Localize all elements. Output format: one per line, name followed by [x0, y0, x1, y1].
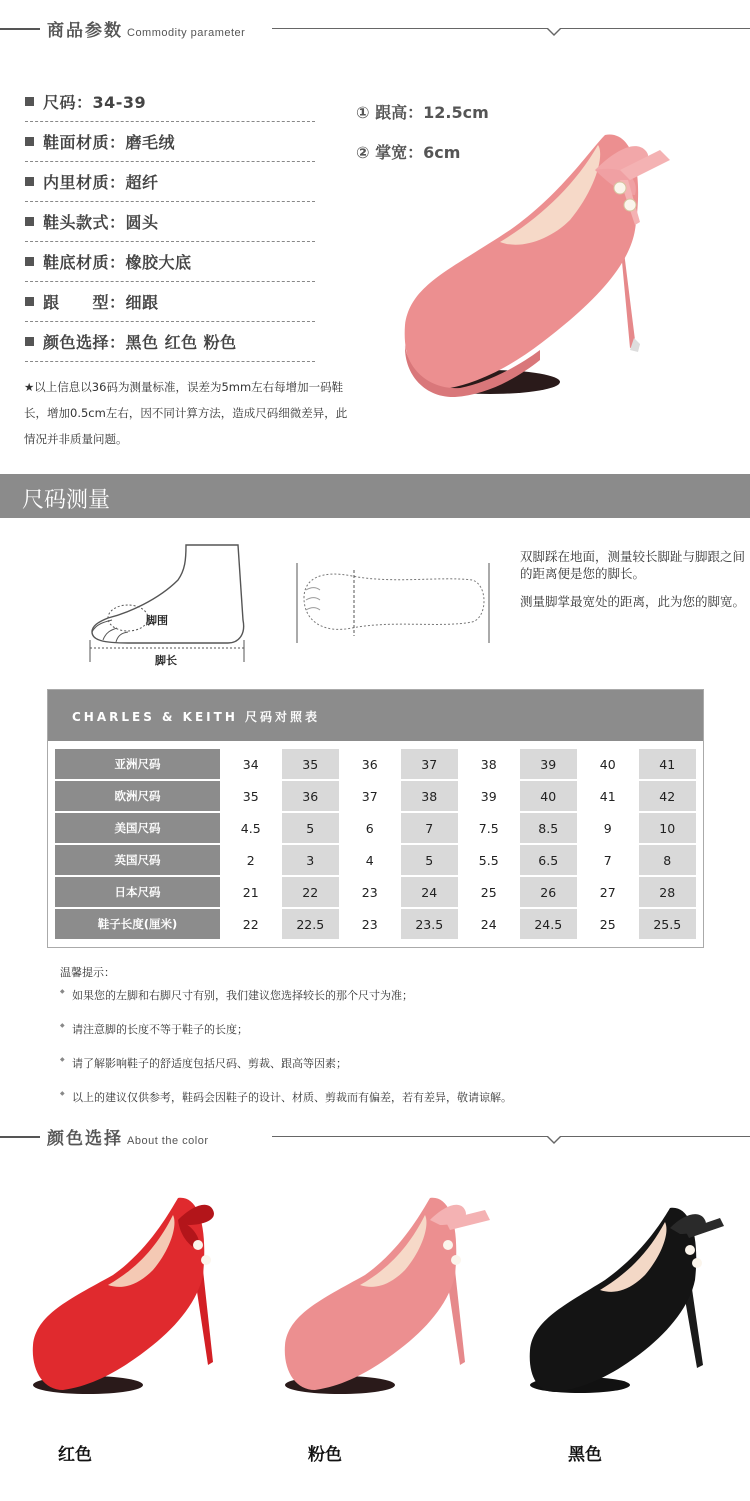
row-header: 欧洲尺码 — [55, 781, 220, 811]
divider-notch — [547, 29, 561, 36]
table-cell: 36 — [341, 749, 399, 779]
product-image-black-shoe — [525, 1200, 745, 1400]
section-header-colors — [0, 1112, 750, 1152]
foot-side-diagram — [88, 540, 248, 670]
table-cell: 35 — [282, 749, 340, 779]
row-header: 日本尺码 — [55, 877, 220, 907]
table-cell: 25 — [579, 909, 637, 939]
foot-girth-label: 脚围 — [146, 614, 168, 627]
param-row: 跟 型：细跟 — [25, 282, 315, 322]
bullet-square-icon — [25, 137, 34, 146]
param-row: 颜色选择：黑色 红色 粉色 — [25, 322, 315, 362]
table-cell: 37 — [401, 749, 459, 779]
tip-item: ◆ 以上的建议仅供参考，鞋码会因鞋子的设计、材质、剪裁而有偏差，若有差异，敬请谅解。 — [60, 1089, 512, 1105]
table-cell: 8 — [639, 845, 697, 875]
table-cell: 5.5 — [460, 845, 518, 875]
table-cell: 39 — [520, 749, 578, 779]
param-row: 鞋面材质：磨毛绒 — [25, 122, 315, 162]
section-title: 商品参数 Commodity parameter — [47, 21, 246, 41]
size-chart-header — [48, 690, 703, 741]
param-row: 鞋头款式：圆头 — [25, 202, 315, 242]
table-cell: 23 — [341, 877, 399, 907]
table-cell: 25.5 — [639, 909, 697, 939]
table-cell: 22 — [222, 909, 280, 939]
tip-item: ◆ 如果您的左脚和右脚尺寸有别，我们建议您选择较长的那个尺寸为准； — [60, 987, 512, 1003]
banner-size-measure — [0, 474, 750, 518]
table-cell: 39 — [460, 781, 518, 811]
table-row — [54, 876, 697, 908]
table-cell: 10 — [639, 813, 697, 843]
color-label-pink: 粉色 — [308, 1445, 342, 1465]
table-cell: 9 — [579, 813, 637, 843]
table-cell: 6 — [341, 813, 399, 843]
heel-height: ① 跟高：12.5cm — [356, 103, 489, 122]
row-header: 亚洲尺码 — [55, 749, 220, 779]
table-row — [54, 812, 697, 844]
section-title: 颜色选择 About the color — [47, 1129, 209, 1149]
table-cell: 36 — [282, 781, 340, 811]
tips — [60, 964, 512, 1123]
table-cell: 24.5 — [520, 909, 578, 939]
product-image-pink-shoe-small — [280, 1190, 510, 1405]
bullet-square-icon — [25, 337, 34, 346]
table-cell: 7 — [579, 845, 637, 875]
bullet-square-icon — [25, 297, 34, 306]
measure-instructions — [520, 548, 750, 621]
row-header: 鞋子长度(厘米) — [55, 909, 220, 939]
table-cell: 2 — [222, 845, 280, 875]
bullet-square-icon — [25, 177, 34, 186]
table-cell: 7.5 — [460, 813, 518, 843]
divider — [0, 1136, 40, 1138]
table-row — [54, 748, 697, 780]
table-cell: 40 — [579, 749, 637, 779]
bullet-square-icon — [25, 257, 34, 266]
tips-title: 温馨提示： — [60, 966, 115, 979]
instruction-length: 双脚踩在地面，测量较长脚趾与脚跟之间的距离便是您的脚长。 — [520, 549, 746, 581]
table-cell: 42 — [639, 781, 697, 811]
size-chart-title: CHARLES & KEITH 尺码对照表 — [72, 710, 321, 724]
table-row — [54, 844, 697, 876]
size-chart-grid — [54, 748, 697, 940]
table-cell: 21 — [222, 877, 280, 907]
measurement-note: ★以上信息以36码为测量标准，误差为5mm左右每增加一码鞋长，增加0.5cm左右，因不同计算方法，造成尺码细微差异，此情况并非质量问题。 — [24, 380, 348, 446]
table-cell: 8.5 — [520, 813, 578, 843]
bullet-square-icon — [25, 97, 34, 106]
table-cell: 25 — [460, 877, 518, 907]
divider-notch — [547, 1137, 561, 1144]
divider — [0, 28, 40, 30]
banner-title: 尺码测量 — [22, 488, 111, 513]
table-cell: 38 — [401, 781, 459, 811]
table-cell: 4.5 — [222, 813, 280, 843]
table-cell: 23 — [341, 909, 399, 939]
table-cell: 5 — [401, 845, 459, 875]
table-cell: 38 — [460, 749, 518, 779]
table-cell: 3 — [282, 845, 340, 875]
product-image-red-shoe — [28, 1190, 258, 1405]
tip-item: ◆ 请注意脚的长度不等于鞋子的长度； — [60, 1021, 512, 1037]
color-label-black: 黑色 — [568, 1445, 602, 1465]
table-cell: 22.5 — [282, 909, 340, 939]
param-row: 尺码：34-39 — [25, 82, 315, 122]
foot-length-label: 脚长 — [155, 654, 177, 667]
table-cell: 41 — [579, 781, 637, 811]
product-image-pink-shoe — [390, 110, 710, 420]
table-cell: 6.5 — [520, 845, 578, 875]
divider — [272, 28, 750, 29]
table-row — [54, 780, 697, 812]
table-cell: 34 — [222, 749, 280, 779]
param-list — [25, 82, 315, 362]
row-header: 美国尺码 — [55, 813, 220, 843]
table-cell: 35 — [222, 781, 280, 811]
foot-top-diagram — [292, 558, 502, 653]
table-cell: 24 — [401, 877, 459, 907]
param-row: 鞋底材质：橡胶大底 — [25, 242, 315, 282]
table-cell: 28 — [639, 877, 697, 907]
tip-item: ◆ 请了解影响鞋子的舒适度包括尺码、剪裁、跟高等因素； — [60, 1055, 512, 1071]
param-row: 内里材质：超纤 — [25, 162, 315, 202]
section-header-params — [0, 4, 750, 44]
table-cell: 24 — [460, 909, 518, 939]
table-cell: 22 — [282, 877, 340, 907]
table-cell: 37 — [341, 781, 399, 811]
row-header: 英国尺码 — [55, 845, 220, 875]
instruction-width: 测量脚掌最宽处的距离，此为您的脚宽。 — [520, 594, 746, 609]
table-cell: 41 — [639, 749, 697, 779]
table-cell: 5 — [282, 813, 340, 843]
table-row — [54, 908, 697, 940]
sole-width: ② 掌宽：6cm — [356, 143, 461, 162]
color-label-red: 红色 — [58, 1445, 92, 1465]
table-cell: 23.5 — [401, 909, 459, 939]
table-cell: 40 — [520, 781, 578, 811]
size-chart — [47, 689, 704, 948]
table-cell: 27 — [579, 877, 637, 907]
table-cell: 7 — [401, 813, 459, 843]
table-cell: 4 — [341, 845, 399, 875]
table-cell: 26 — [520, 877, 578, 907]
bullet-square-icon — [25, 217, 34, 226]
divider — [272, 1136, 750, 1137]
